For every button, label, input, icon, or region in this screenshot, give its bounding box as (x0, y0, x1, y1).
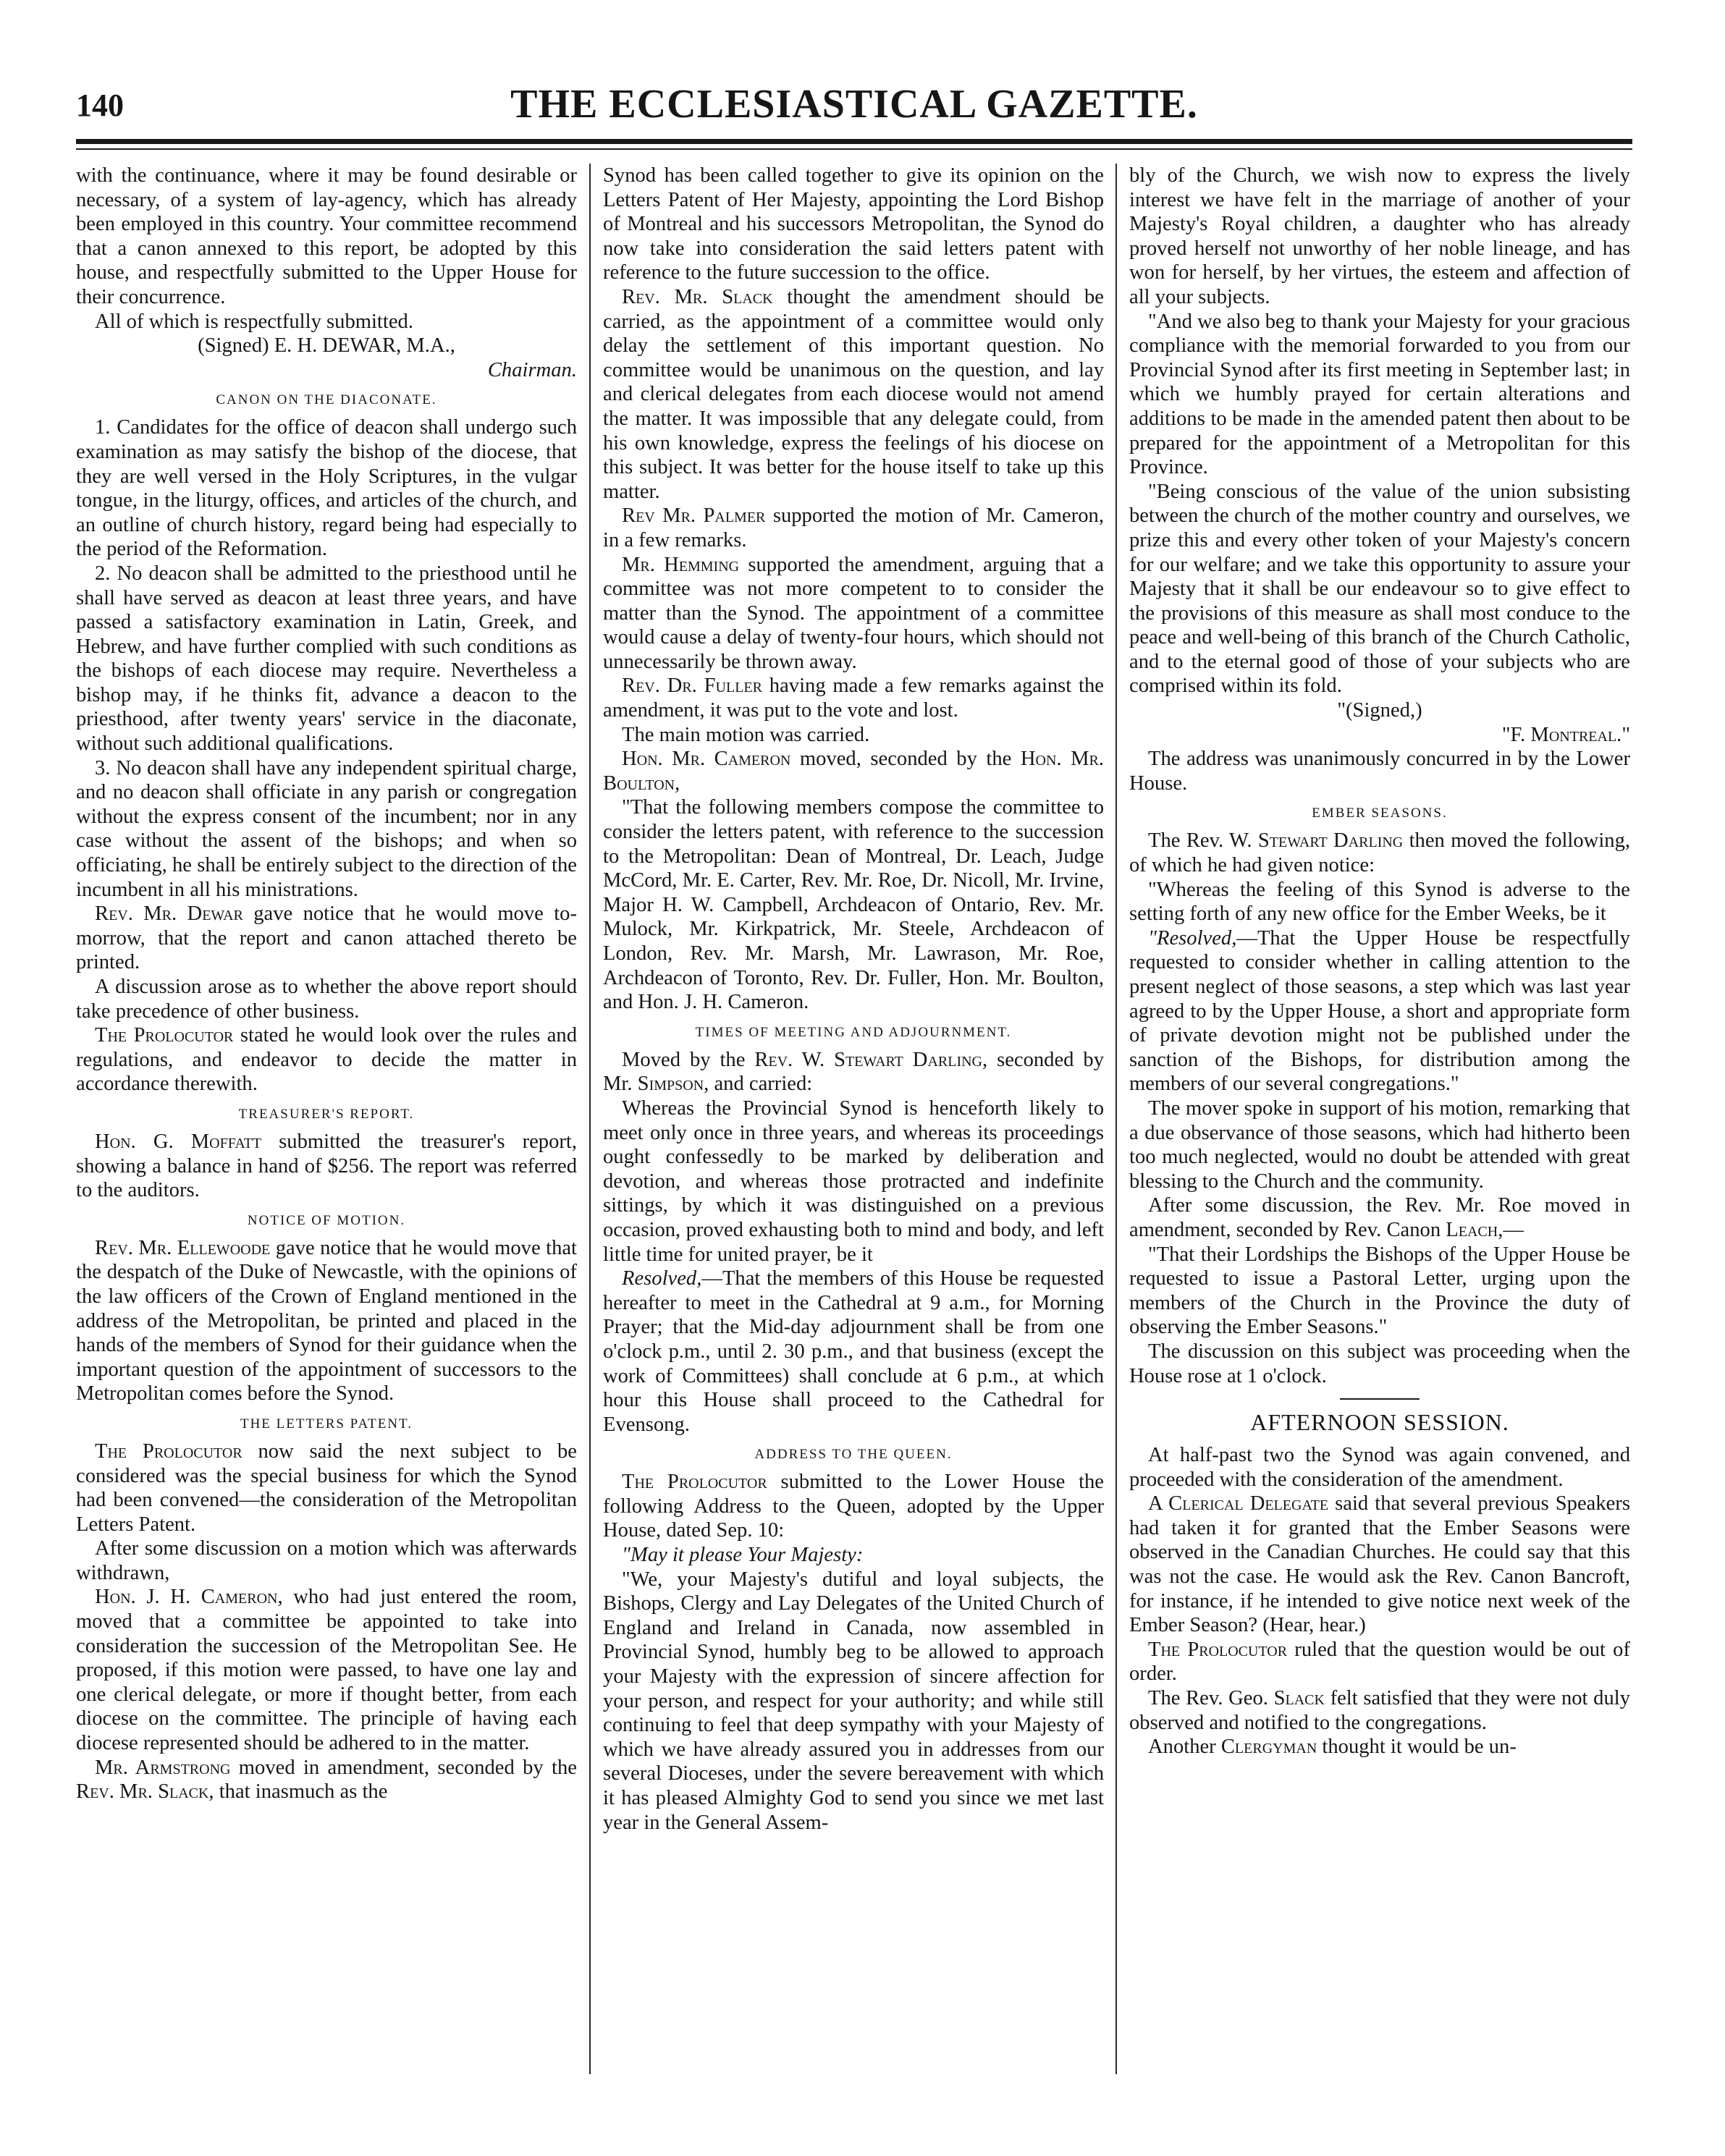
paragraph (1129, 1686, 1630, 1735)
column-divider (589, 164, 591, 2074)
paragraph (603, 674, 1104, 722)
paragraph (1129, 1193, 1630, 1242)
paragraph (1129, 1638, 1630, 1686)
speaker-name: Rev. Mr. Ellewoode (95, 1236, 271, 1259)
paragraph: Whereas the Provincial Synod is henceforth likely to meet only once in three years, and whereas its proceedings ought confessedly to be marked by deliberation and devotion, and whereas those protracted and indefinite sittings, by which it was distinguished on a previous occasion, proved exhausting both to mind and body, and left little time for united prayer, be it (603, 1096, 1104, 1266)
paragraph (76, 1023, 577, 1096)
paragraph: "That their Lordships the Bishops of the Upper House be requested to issue a Pastoral Letter, urging upon the members of the Church in the Province the duty of observing the Ember Seasons." (1129, 1243, 1630, 1339)
speaker-name: Stewart Darling (1257, 829, 1404, 853)
section-heading: ADDRESS TO THE QUEEN. (754, 1447, 953, 1463)
signature-title: Chairman. (487, 358, 577, 381)
speaker-name: Mr. Hemming (622, 553, 740, 576)
paragraph: "Being conscious of the value of the union subsisting between the church of the mother country and ourselves, we prize this and every other token of your Majesty's concern for our welfare; and we take this opportunity to assure your Majesty that it shall be our endeavour so to give effect to the provisions of this measure as shall most conduce to the peace and well-being of this branch of the Church Catholic, and to the eternal good of those of your subjects who are comprised within its fold. (1129, 480, 1630, 698)
column-2 (603, 164, 1104, 2074)
paragraph-text: —That the members of this House be requested hereafter to meet in the Cathedral at 9 a.m., for Morning Prayer; that the Mid-day adjournment shall be from one o'clock p.m., until 2. 30 p.m., and that business (except the work of Committees) shall conclude at 6 p.m., at which hour this House shall proceed to the Cathedral for Evensong. (603, 1267, 1104, 1436)
paragraph (603, 1267, 1104, 1437)
resolved-word: "Resolved, (1148, 926, 1237, 950)
paragraph (76, 1440, 577, 1536)
paragraph-text: Another (1148, 1736, 1221, 1759)
section-heading: AFTERNOON SESSION. (1250, 1409, 1509, 1436)
paragraph-text: having made a few remarks against the amendment, it was put to the vote and lost. (603, 675, 1104, 722)
paragraph (76, 902, 577, 975)
paragraph-text: then moved the following, of which he had given notice: (1129, 829, 1630, 877)
signature-line: (Signed) E. H. DEWAR, M.A., (198, 334, 455, 358)
paragraph (76, 1756, 577, 1804)
paragraph-text: felt satisfied that they were not duly observed and notified to the congregations. (1129, 1687, 1630, 1734)
section-heading: EMBER SEASONS. (1312, 806, 1448, 821)
paragraph-text: submitted to the Lower House the following Address to the Queen, adopted by the Upper House, dated Sep. 10: (603, 1471, 1104, 1542)
paragraph-text: that inasmuch as the (214, 1780, 388, 1804)
speaker-name: The Prolocutor (95, 1440, 242, 1463)
paragraph (1129, 829, 1630, 877)
paragraph: "That the following members compose the committee to consider the letters patent, with reference to the succession to the Metropolitan: Dean of Montreal, Dr. Leach, Judge McCord, Mr. E. Carter, Rev. Mr. Roe, Dr. Nicoll, Mr. Irvine, Major H. W. Campbell, Archdeacon of Ontario, Rev. Mr. Mulock, Mr. Kirkpatrick, Mr. Steele, Archdeacon of London, Rev. Mr. Marsh, Mr. Lawrason, Mr. Roe, Archdeacon of Toronto, Rev. Dr. Fuller, Hon. Mr. Boulton, and Hon. J. H. Cameron. (603, 796, 1104, 1014)
paragraph (603, 1048, 1104, 1096)
section-heading: CANON ON THE DIACONATE. (216, 392, 437, 408)
paragraph: Synod has been called together to give its opinion on the Letters Patent of Her Majesty, appointing the Lord Bishop of Montreal and his successors Metropolitan, the Synod do now take into consideration the said letters patent with reference to the future succession to the office. (603, 164, 1104, 284)
column-3 (1129, 164, 1630, 2074)
paragraph (76, 1130, 577, 1203)
paragraph-text: submitted the treasurer's report, showing a balance in hand of $256. The report was referred to the auditors. (76, 1130, 577, 1202)
paragraph-text: stated he would look over the rules and regulations, and endeavor to decide the matter in accordance therewith. (76, 1024, 577, 1096)
speaker-name: Rev. Mr. Dewar (95, 902, 243, 926)
signature-name (1129, 723, 1630, 748)
paragraph: "And we also beg to thank your Majesty for your gracious compliance with the memorial forwarded to you from our Provincial Synod after its first meeting in September last; in which we humbly prayed for certain alterations and additions to be made in the amended patent then about to be prepared for the appointment of a Metropolitan for this Province. (1129, 310, 1630, 479)
column-divider (1115, 164, 1117, 2074)
paragraph: The main motion was carried. (622, 723, 870, 746)
paragraph-text: supported the motion of Mr. Cameron, in a few remarks. (603, 504, 1104, 551)
paragraph-text: The Rev. W. (1148, 829, 1258, 853)
header-rule-thin (76, 148, 1632, 150)
paragraph: 2. No deacon shall be admitted to the priesthood until he shall have served as deacon at least three years, and have passed a satisfactory examination in Latin, Greek, and Hebrew, and have further complied with such conditions as the bishops of each diocese may require. Nevertheless a bishop may, if he thinks fit, advance a deacon to the priesthood, after twenty years' service in the diaconate, without such additional qualifications. (76, 562, 577, 756)
speaker-name: Rev. Mr. Slack, (76, 1780, 214, 1804)
speaker-name: Slack (1273, 1687, 1325, 1710)
section-divider (1340, 1398, 1420, 1400)
paragraph-text: now said the next subject to be considered was the special business for which the Synod had been convened—the consideration of the Metropolitan Letters Patent. (76, 1440, 577, 1536)
paragraph-text: thought the amendment should be carried, as the appointment of a committee would only delay the settlement of this important question. No committee would be unanimous on the question, and lay and clerical delegates from each diocese would not amend the matter. It was impossible that any delegate could, from his own knowledge, express the feelings of his diocese on this subject. It was better for the house itself to take up this matter. (603, 285, 1104, 503)
paragraph: bly of the Church, we wish now to express the lively interest we have felt in the marriage of another of your Majesty's Royal children, a daughter who has already proved herself not unworthy of her noble lineage, and has won for herself, by her virtues, the esteem and affection of all your subjects. (1129, 164, 1630, 308)
speaker-name: Rev. Dr. Fuller (622, 675, 762, 698)
paragraph-text: — (1503, 1218, 1524, 1241)
speaker-name: The Prolocutor (622, 1471, 767, 1494)
paragraph: A discussion arose as to whether the above report should take precedence of other business. (76, 976, 577, 1023)
paragraph (1129, 1735, 1630, 1759)
paragraph (1129, 926, 1630, 1096)
publication-title: THE ECCLESIASTICAL GAZETTE. (510, 82, 1198, 127)
speaker-name: Hon. Mr. Boulton, (603, 748, 1104, 795)
paragraph-text: gave notice that he would move that the despatch of the Duke of Newcastle, with the opinions of the law officers of the Crown of England mentioned in the address of the Metropolitan, be printed and placed in the hands of the members of Synod for their guidance when the important question of the appointment of successors to the Metropolitan comes before the Synod. (76, 1236, 577, 1405)
speaker-name: Clergyman (1220, 1736, 1317, 1759)
paragraph-text: ruled that the question would be out of order. (1129, 1638, 1630, 1686)
speaker-name: The Prolocutor (95, 1024, 234, 1047)
paragraph-text: The Rev. Geo. (1148, 1687, 1274, 1710)
page-header (76, 81, 1632, 139)
paragraph (1129, 1492, 1630, 1638)
paragraph (603, 747, 1104, 795)
speaker-name: Rev Mr. Palmer (622, 504, 766, 528)
paragraph (603, 504, 1104, 552)
paragraph: The discussion on this subject was proceeding when the House rose at 1 o'clock. (1129, 1340, 1630, 1387)
speaker-name: The Prolocutor (1148, 1638, 1288, 1661)
paragraph: "May it please Your Majesty: (622, 1544, 864, 1567)
paragraph: All of which is respectfully submitted. (95, 310, 413, 333)
paragraph: "We, your Majesty's dutiful and loyal subjects, the Bishops, Clergy and Lay Delegates of the United Church of England and Ireland in Canada, now assembled in Provincial Synod, humbly beg to be allowed to approach your Majesty with the expression of sincere affection for your person, and respect for your authority; and while still continuing to feel that deep sympathy with your Majesty of which we have already assured you in addresses from our several Dioceses, under the severe bereavement with which it has pleased Almighty God to send you since we met last year in the General Assem- (603, 1568, 1104, 1834)
paragraph: with the continuance, where it may be found desirable or necessary, of a system of lay-agency, which has already been employed in this country. Your committee recommend that a canon annexed to this report, be adopted by this house, and respectfully submitted to the Upper House for their concurrence. (76, 164, 577, 308)
paragraph-text: who had just entered the room, moved that a committee be appointed to take into consideration the succession of the Metropolitan See. He proposed, if this motion were passed, to have one lay and one clerical delegate, or more if thought better, from each diocese on the committee. The principle of having each diocese represented should be adhered to in the matter. (76, 1586, 577, 1755)
paragraph (76, 1236, 577, 1406)
paragraph: The address was unanimously concurred in by the Lower House. (1129, 748, 1630, 795)
paragraph (603, 285, 1104, 504)
paragraph (76, 1585, 577, 1755)
paragraph-text: moved in amendment, seconded by the (230, 1756, 577, 1779)
paragraph: The mover spoke in support of his motion, remarking that a due observance of those seasons, which had hitherto been too much neglected, would no doubt be attended with great blessing to the Church and the community. (1129, 1096, 1630, 1193)
paragraph-text: moved, seconded by the (790, 748, 1021, 771)
paragraph-text: thought it would be un- (1317, 1736, 1517, 1759)
paragraph-text: said that several previous Speakers had taken it for granted that the Ember Seasons were observed in the Canadian Churches. He could say that this was not the case. He would ask the Rev. Canon Bancroft, for instance, if he intended to give notice next week of the Ember Season? (Hear, hear.) (1129, 1492, 1630, 1637)
speaker-name: Leach, (1446, 1218, 1503, 1241)
signature-line: "(Signed,) (1337, 699, 1422, 722)
speaker-name: Simpson (637, 1073, 704, 1096)
signature-text: "F. Montreal." (1501, 723, 1630, 746)
paragraph-text: gave notice that he would move to-morrow, that the report and canon attached thereto be printed. (76, 902, 577, 974)
paragraph-text: Moved by the (622, 1048, 755, 1071)
section-heading: TIMES OF MEETING AND ADJOURNMENT. (695, 1024, 1012, 1040)
speaker-name: Hon. J. H. Cameron, (95, 1586, 283, 1609)
speaker-name: Hon. Mr. Cameron (622, 748, 791, 771)
speaker-name: Rev. Mr. Slack (622, 285, 773, 308)
paragraph (603, 553, 1104, 675)
column-1 (76, 164, 577, 2074)
speaker-name: Rev. W. Stewart Darling (754, 1048, 982, 1071)
speaker-name: A Clerical Delegate (1148, 1492, 1329, 1515)
paragraph-text: —That the Upper House be respectfully requested to consider whether in calling attention to the present neglect of those seasons, a step which was last year agreed to by the Upper House, a short and appropriate form of private devotion might not be published under the sanction of the Bishops, for distribution among the members of our several congregations." (1129, 926, 1630, 1096)
paragraph-text: supported the amendment, arguing that a committee was not more competent to to consider the matter than the Synod. The appointment of a committee would cause a delay of twenty-four hours, which should not unnecessarily be thrown away. (603, 553, 1104, 673)
paragraph-text: , seconded by Mr. (603, 1048, 1104, 1096)
paragraph: 1. Candidates for the office of deacon shall undergo such examination as may satisfy the bishop of the diocese, that they are well versed in the Holy Scriptures, in the vulgar tongue, in the liturgy, offices, and articles of the church, and an outline of church history, regard being had especially to the period of the Reformation. (76, 416, 577, 561)
paragraph: After some discussion on a motion which was afterwards withdrawn, (76, 1537, 577, 1584)
speaker-name: Hon. G. Moffatt (95, 1130, 262, 1153)
paragraph-text: , and carried: (704, 1073, 813, 1096)
section-heading: NOTICE OF MOTION. (247, 1212, 406, 1228)
page-number: 140 (76, 88, 124, 123)
section-heading: TREASURER'S REPORT. (238, 1106, 415, 1122)
resolved-word: Resolved, (622, 1267, 702, 1290)
paragraph (603, 1470, 1104, 1543)
paragraph: 3. No deacon shall have any independent spiritual charge, and no deacon shall officiate in any parish or congregation without the express consent of the incumbent; nor in any case without the assent of the bishops; and when so officiating, he shall be entirely subject to the direction of the incumbent in all his ministrations. (76, 756, 577, 901)
paragraph: "Whereas the feeling of this Synod is adverse to the setting forth of any new office for the Ember Weeks, be it (1129, 878, 1630, 926)
header-rule-thick (76, 139, 1632, 144)
paragraph-text: After some discussion, the Rev. Mr. Roe moved in amendment, seconded by Rev. Canon (1129, 1194, 1630, 1241)
paragraph: At half-past two the Synod was again convened, and proceeded with the consideration of the amendment. (1129, 1444, 1630, 1491)
speaker-name: Mr. Armstrong (95, 1756, 231, 1779)
section-heading: THE LETTERS PATENT. (240, 1416, 413, 1432)
